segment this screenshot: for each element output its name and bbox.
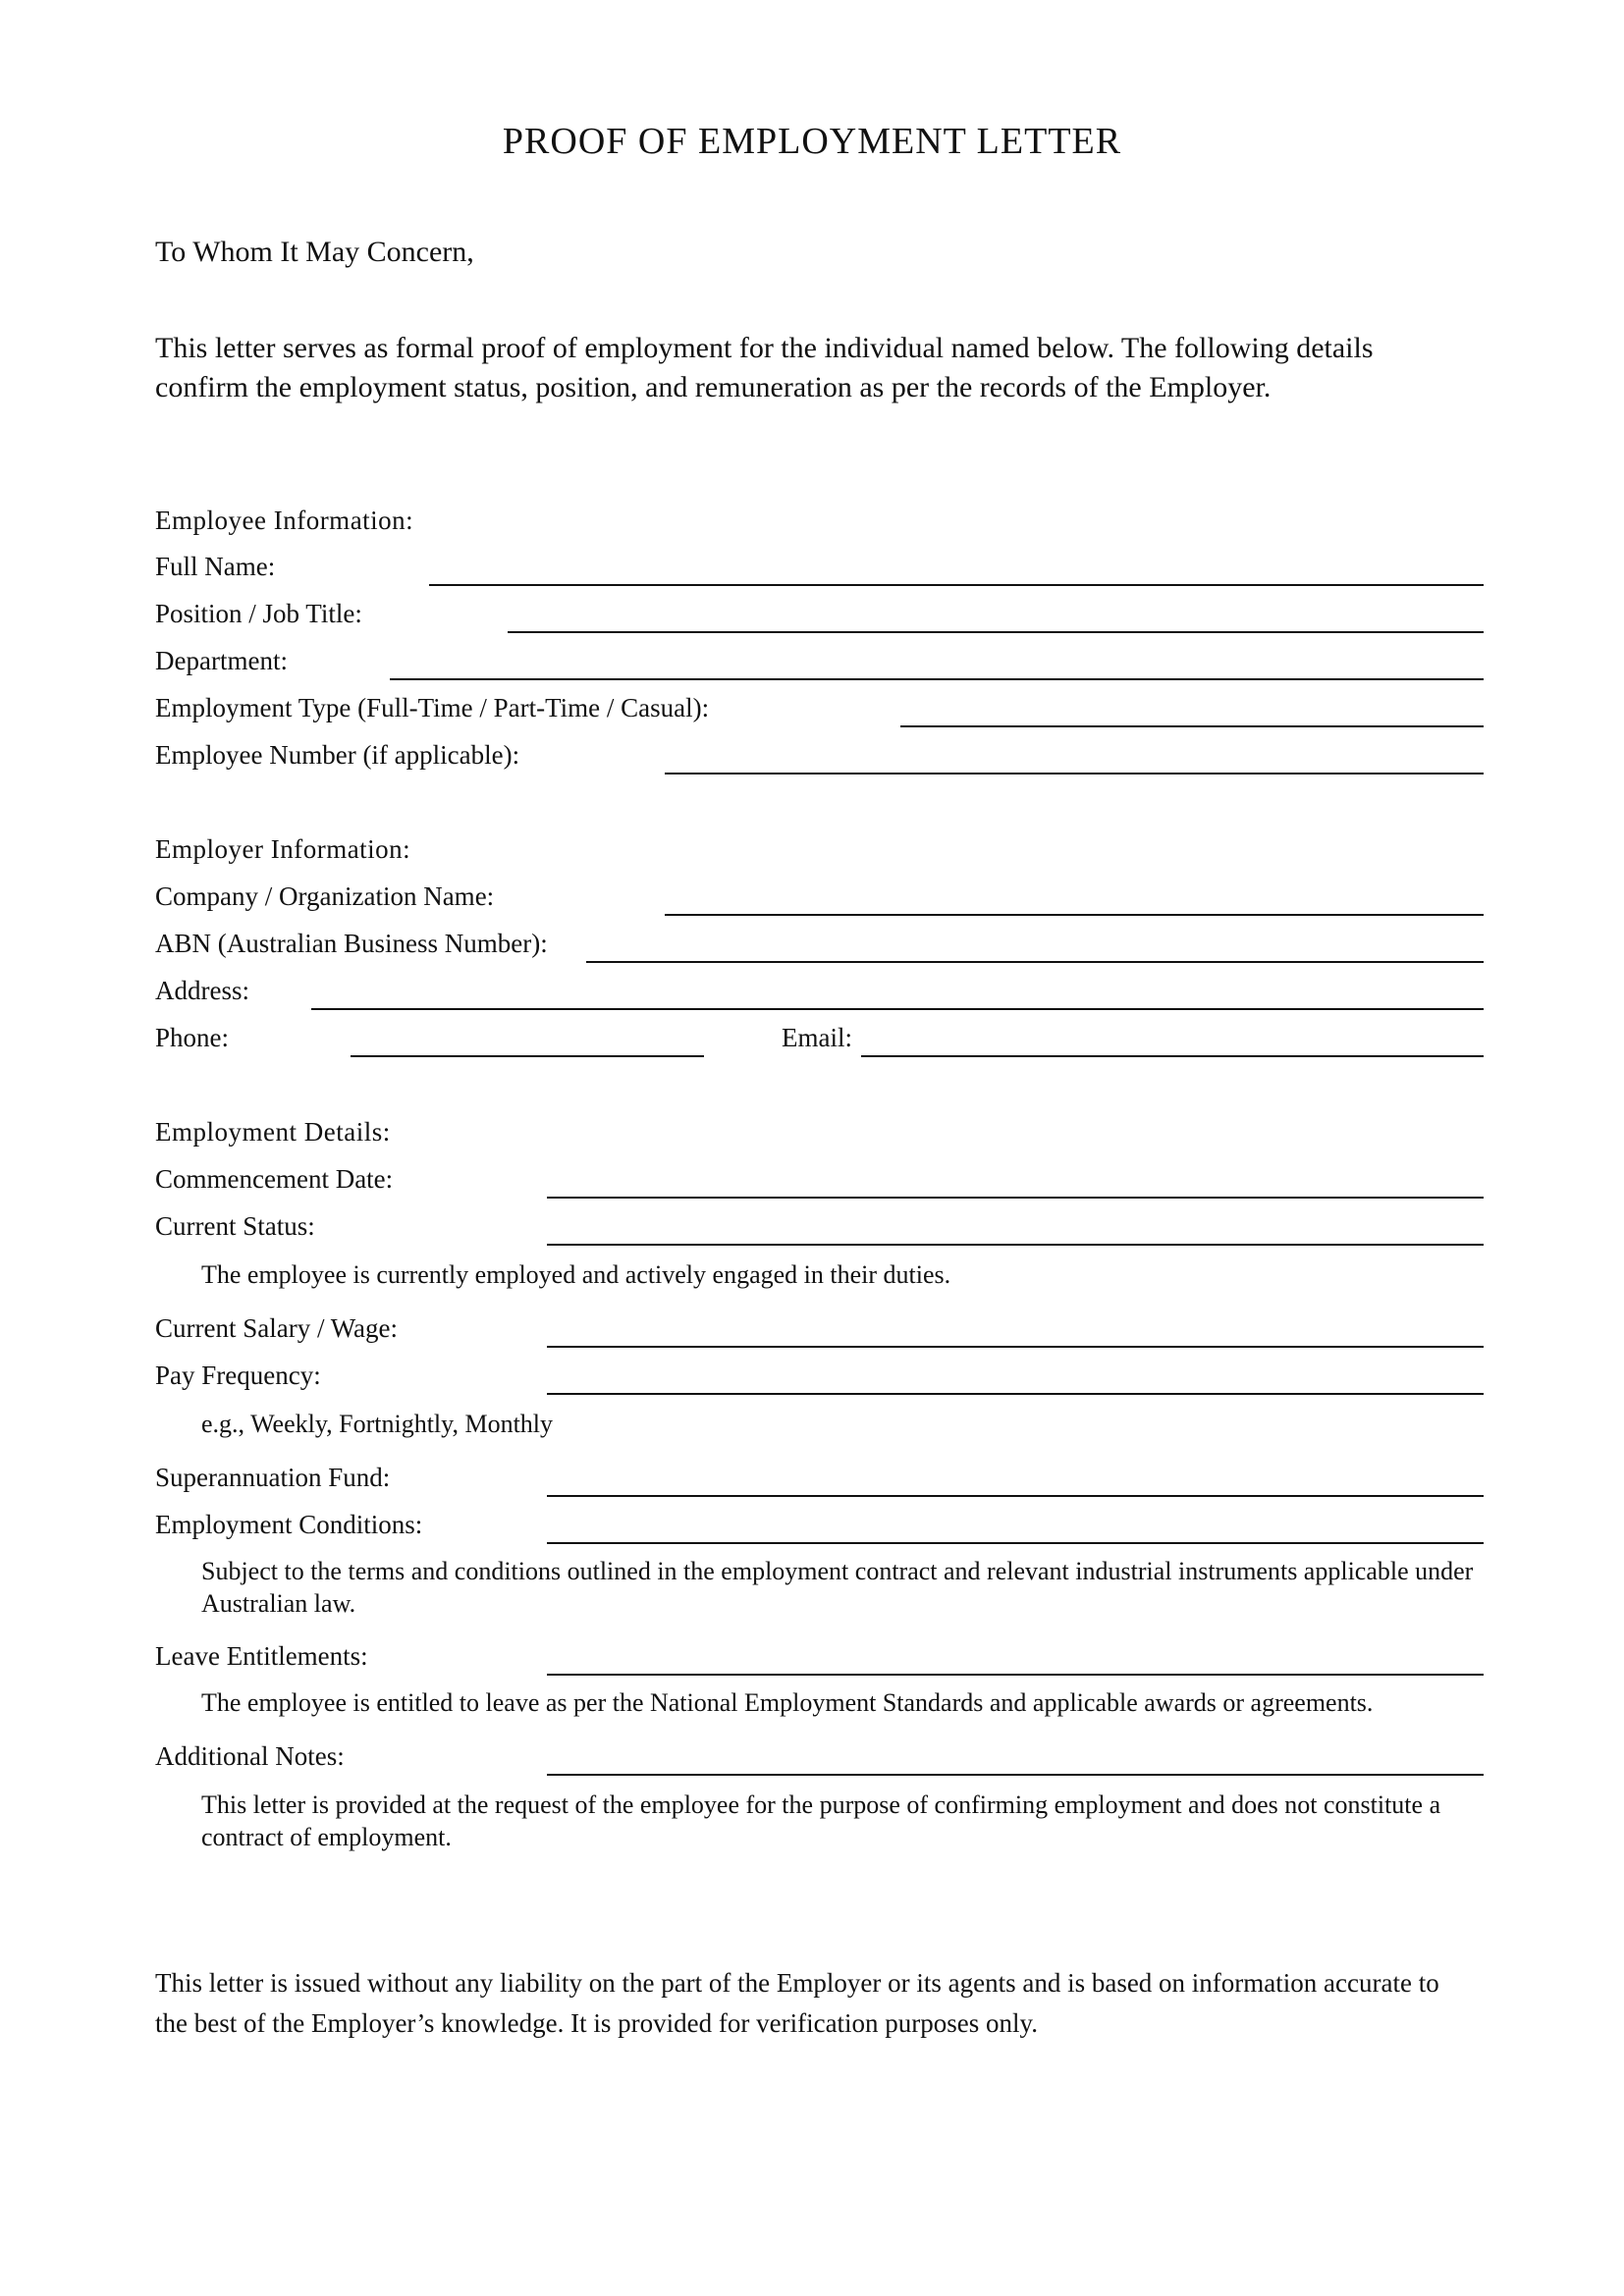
position-field[interactable] bbox=[508, 631, 1484, 633]
pay-frequency-note: e.g., Weekly, Fortnightly, Monthly bbox=[201, 1410, 554, 1438]
address-label: Address: bbox=[155, 976, 249, 1005]
additional-notes-label: Additional Notes: bbox=[155, 1741, 345, 1771]
superannuation-field[interactable] bbox=[547, 1495, 1484, 1497]
employer-info-heading: Employer Information: bbox=[155, 834, 411, 864]
employment-type-field[interactable] bbox=[900, 725, 1484, 727]
email-label: Email: bbox=[782, 1023, 852, 1052]
commencement-field[interactable] bbox=[547, 1197, 1484, 1199]
commencement-label: Commencement Date: bbox=[155, 1164, 394, 1194]
employment-conditions-note: Subject to the terms and conditions outlined in the employment contract and relevant industrial instruments applicable under Australian law. bbox=[201, 1557, 1474, 1618]
phone-field[interactable] bbox=[351, 1055, 704, 1057]
full-name-label: Full Name: bbox=[155, 552, 276, 581]
employee-info-heading: Employee Information: bbox=[155, 506, 414, 535]
department-field[interactable] bbox=[390, 678, 1484, 680]
full-name-field[interactable] bbox=[429, 584, 1484, 586]
current-status-label: Current Status: bbox=[155, 1211, 315, 1241]
current-status-note: The employee is currently employed and actively engaged in their duties. bbox=[201, 1260, 951, 1289]
employment-conditions-label: Employment Conditions: bbox=[155, 1510, 423, 1539]
salutation: To Whom It May Concern, bbox=[155, 236, 474, 268]
employment-type-label: Employment Type (Full-Time / Part-Time / Casual): bbox=[155, 693, 710, 722]
leave-entitlements-field[interactable] bbox=[547, 1674, 1484, 1676]
address-field[interactable] bbox=[311, 1008, 1484, 1010]
additional-notes-note: This letter is provided at the request of the employee for the purpose of confirming employment and does not constitute a contract of employment. bbox=[201, 1790, 1441, 1851]
email-field[interactable] bbox=[861, 1055, 1484, 1057]
employee-number-label: Employee Number (if applicable): bbox=[155, 740, 520, 770]
abn-field[interactable] bbox=[586, 961, 1484, 963]
superannuation-label: Superannuation Fund: bbox=[155, 1463, 391, 1492]
employment-conditions-field[interactable] bbox=[547, 1542, 1484, 1544]
salary-field[interactable] bbox=[547, 1346, 1484, 1348]
intro-paragraph: This letter serves as formal proof of employment for the individual named below. The following details confirm the employment status, position, and remuneration as per the records of the Employer. bbox=[155, 332, 1374, 403]
pay-frequency-field[interactable] bbox=[547, 1393, 1484, 1395]
disclaimer-paragraph: This letter is issued without any liability on the part of the Employer or its agents and is based on information accurate to the best of the Employer’s knowledge. It is provided for verification purposes only. bbox=[155, 1968, 1439, 2038]
document-title: PROOF OF EMPLOYMENT LETTER bbox=[502, 121, 1122, 162]
company-label: Company / Organization Name: bbox=[155, 881, 495, 911]
leave-entitlements-note: The employee is entitled to leave as per the National Employment Standards and applicable awards or agreements. bbox=[201, 1688, 1374, 1717]
company-field[interactable] bbox=[665, 914, 1484, 916]
pay-frequency-label: Pay Frequency: bbox=[155, 1361, 321, 1390]
leave-entitlements-label: Leave Entitlements: bbox=[155, 1641, 368, 1671]
employment-details-heading: Employment Details: bbox=[155, 1117, 391, 1147]
salary-label: Current Salary / Wage: bbox=[155, 1313, 399, 1343]
abn-label: ABN (Australian Business Number): bbox=[155, 929, 548, 958]
position-label: Position / Job Title: bbox=[155, 599, 362, 628]
employee-number-field[interactable] bbox=[665, 773, 1484, 774]
phone-label: Phone: bbox=[155, 1023, 230, 1052]
additional-notes-field[interactable] bbox=[547, 1774, 1484, 1776]
department-label: Department: bbox=[155, 646, 288, 675]
current-status-field[interactable] bbox=[547, 1244, 1484, 1246]
